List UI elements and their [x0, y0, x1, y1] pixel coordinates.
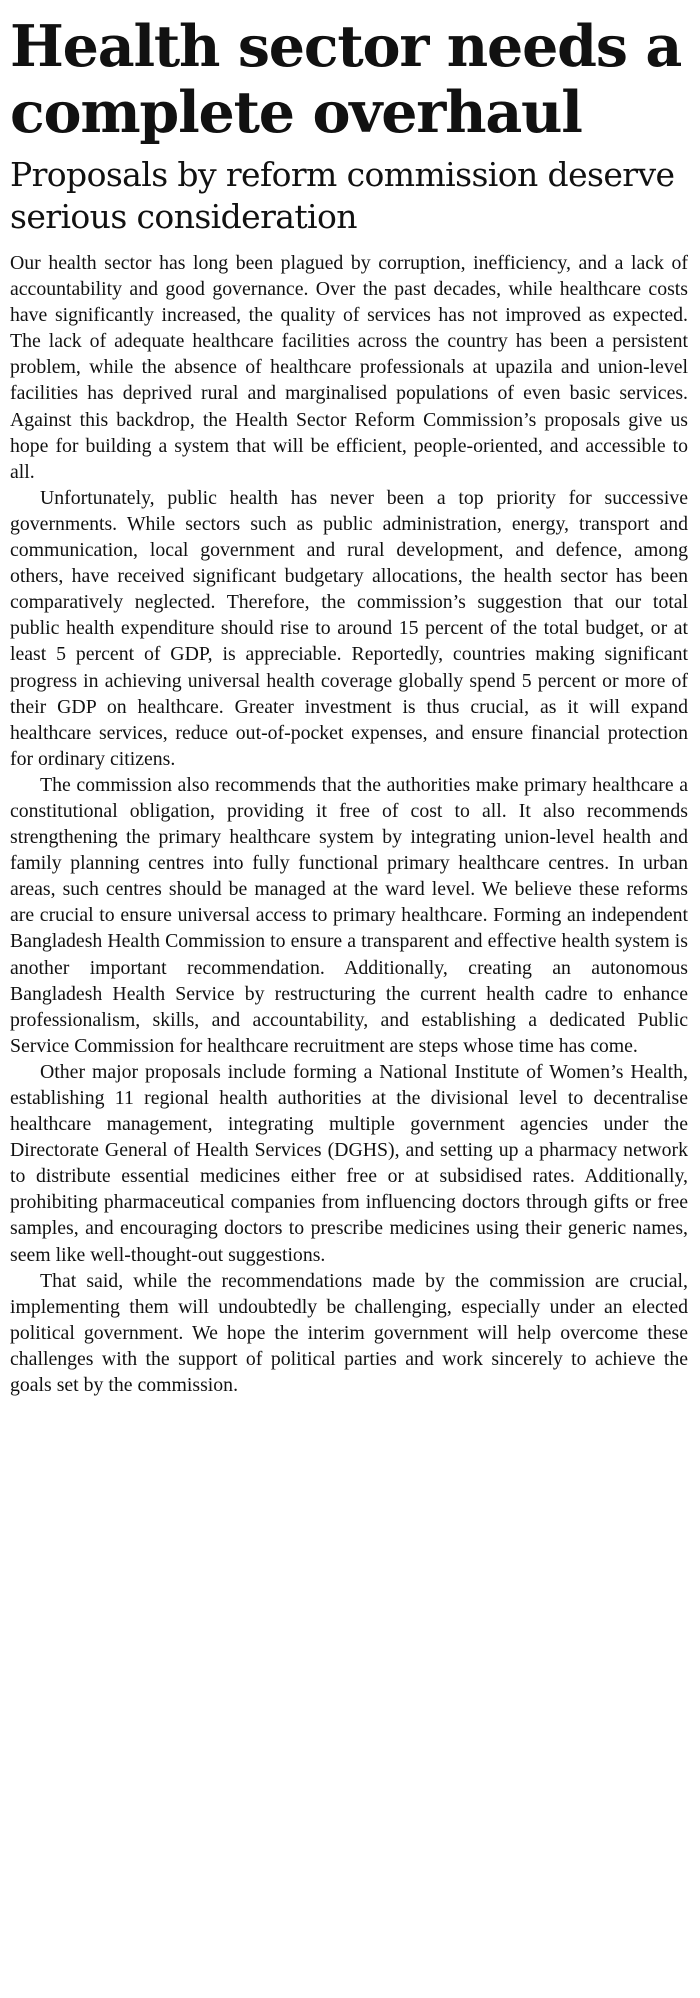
editorial-article [10, 14, 688, 1398]
body-paragraph-4: Other major proposals include forming a National Institute of Women’s Health, establishing 11 regional health authorities at the divisional level to decentralise healthcare management, integrating multiple government agencies under the Directorate General of Health Services (DGHS), and setting up a pharmacy network to distribute essential medicines either free or at subsidised rates. Additionally, prohibiting pharmaceutical companies from influencing doctors through gifts or free samples, and encouraging doctors to prescribe medicines using their generic names, seem like well-thought-out suggestions. [10, 1060, 688, 1266]
article-body [10, 250, 688, 1398]
body-paragraph-1: Our health sector has long been plagued by corruption, inefficiency, and a lack of accountability and good governance. Over the past decades, while healthcare costs have significantly increased, the quality of services has not improved as expected. The lack of adequate healthcare facilities across the country has been a persistent problem, while the absence of healthcare professionals at upazila and union-level facilities has deprived rural and marginalised populations of even basic services. Against this backdrop, the Health Sector Reform Commission’s proposals give us hope for building a system that will be efficient, people-oriented, and accessible to all. [10, 252, 688, 483]
body-paragraph-2: Unfortunately, public health has never been a top priority for successive governments. While sectors such as public administration, energy, transport and communication, local government and rural development, and defence, among others, have received significant budgetary allocations, the health sector has been comparatively neglected. Therefore, the commission’s suggestion that our total public health expenditure should rise to around 15 percent of the total budget, or at least 5 percent of GDP, is appreciable. Reportedly, countries making significant progress in achieving universal health coverage globally spend 5 percent or more of their GDP on healthcare. Greater investment is thus crucial, as it will expand healthcare services, reduce out-of-pocket expenses, and ensure financial protection for ordinary citizens. [10, 486, 688, 770]
body-paragraph-3: The commission also recommends that the authorities make primary healthcare a constitutional obligation, providing it free of cost to all. It also recommends strengthening the primary healthcare system by integrating union-level health and family planning centres into fully functional primary healthcare centres. In urban areas, such centres should be managed at the ward level. We believe these reforms are crucial to ensure universal access to primary healthcare. Forming an independent Bangladesh Health Commission to ensure a transparent and effective health system is another important recommendation. Additionally, creating an autonomous Bangladesh Health Service by restructuring the current health cadre to enhance professionalism, skills, and accountability, and establishing a dedicated Public Service Commission for healthcare recruitment are steps whose time has come. [10, 773, 688, 1057]
body-paragraph-5: That said, while the recommendations made by the commission are crucial, implementing them will undoubtedly be challenging, especially under an elected political government. We hope the interim government will help overcome these challenges with the support of political parties and work sincerely to achieve the goals set by the commission. [10, 1269, 688, 1397]
headline: Health sector needs a complete overhaul [10, 13, 682, 146]
subheadline: Proposals by reform commission deserve serious consideration [10, 155, 675, 236]
